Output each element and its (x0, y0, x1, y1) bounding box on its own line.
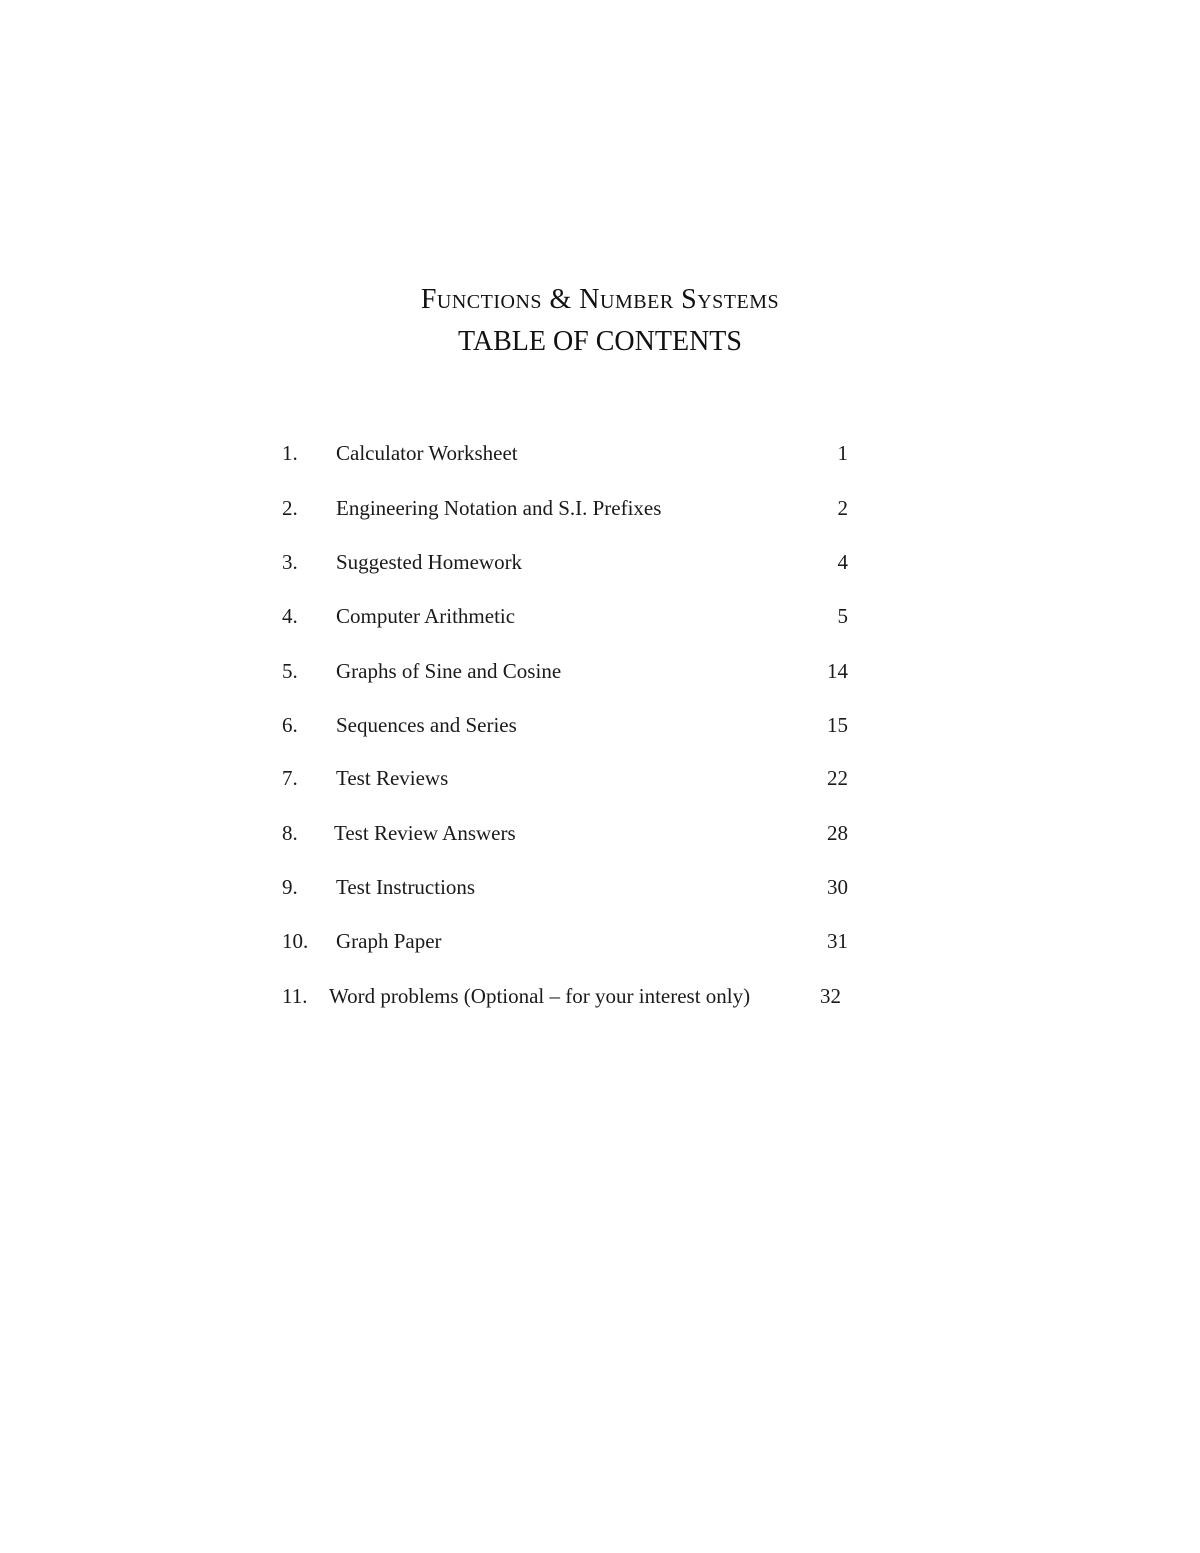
document-title: Functions & Number Systems (420, 284, 780, 315)
toc-item (0, 980, 1200, 1012)
toc-item (0, 762, 1200, 794)
toc-item-title: Suggested Homework (336, 550, 523, 574)
toc-item-page: 32 (820, 984, 841, 1008)
toc-item (0, 546, 1200, 578)
toc-item-page: 5 (837, 604, 848, 628)
toc-item-number: 5. (282, 659, 298, 683)
toc-item-page: 4 (837, 550, 848, 574)
document-subtitle: TABLE OF CONTENTS (458, 326, 742, 357)
toc-item (0, 871, 1200, 903)
toc-item-page: 15 (827, 713, 848, 737)
toc-item (0, 925, 1200, 957)
toc-item-number: 2. (282, 496, 298, 520)
toc-item (0, 655, 1200, 687)
toc-item-page: 14 (827, 659, 848, 683)
toc-item-number: 8. (282, 821, 298, 845)
toc-item-title: Test Reviews (336, 766, 449, 790)
toc-item (0, 600, 1200, 632)
toc-item-number: 4. (282, 604, 298, 628)
toc-item-number: 3. (282, 550, 298, 574)
toc-item-title: Sequences and Series (336, 713, 517, 737)
toc-item-number: 11. (282, 984, 308, 1008)
toc-item (0, 437, 1200, 469)
toc-item-title: Computer Arithmetic (336, 604, 516, 628)
toc-item-page: 22 (827, 766, 848, 790)
toc-item-number: 10. (282, 929, 309, 953)
toc-item-title: Graphs of Sine and Cosine (336, 659, 562, 683)
toc-item-number: 9. (282, 875, 298, 899)
toc-item (0, 709, 1200, 741)
toc-item-page: 28 (827, 821, 848, 845)
toc-item-title: Graph Paper (336, 929, 442, 953)
toc-item-page: 30 (827, 875, 848, 899)
toc-item-title: Test Review Answers (334, 821, 516, 845)
toc-item-title: Test Instructions (336, 875, 476, 899)
toc-item-title: Engineering Notation and S.I. Prefixes (336, 496, 662, 520)
toc-item-number: 7. (282, 766, 298, 790)
toc-item (0, 817, 1200, 849)
toc-item (0, 492, 1200, 524)
toc-item-title: Word problems (Optional – for your interest only) (329, 984, 751, 1008)
toc-item-page: 1 (837, 441, 848, 465)
toc-item-page: 31 (827, 929, 848, 953)
toc-item-number: 1. (282, 441, 298, 465)
toc-item-number: 6. (282, 713, 298, 737)
toc-item-title: Calculator Worksheet (336, 441, 518, 465)
toc-item-page: 2 (837, 496, 848, 520)
